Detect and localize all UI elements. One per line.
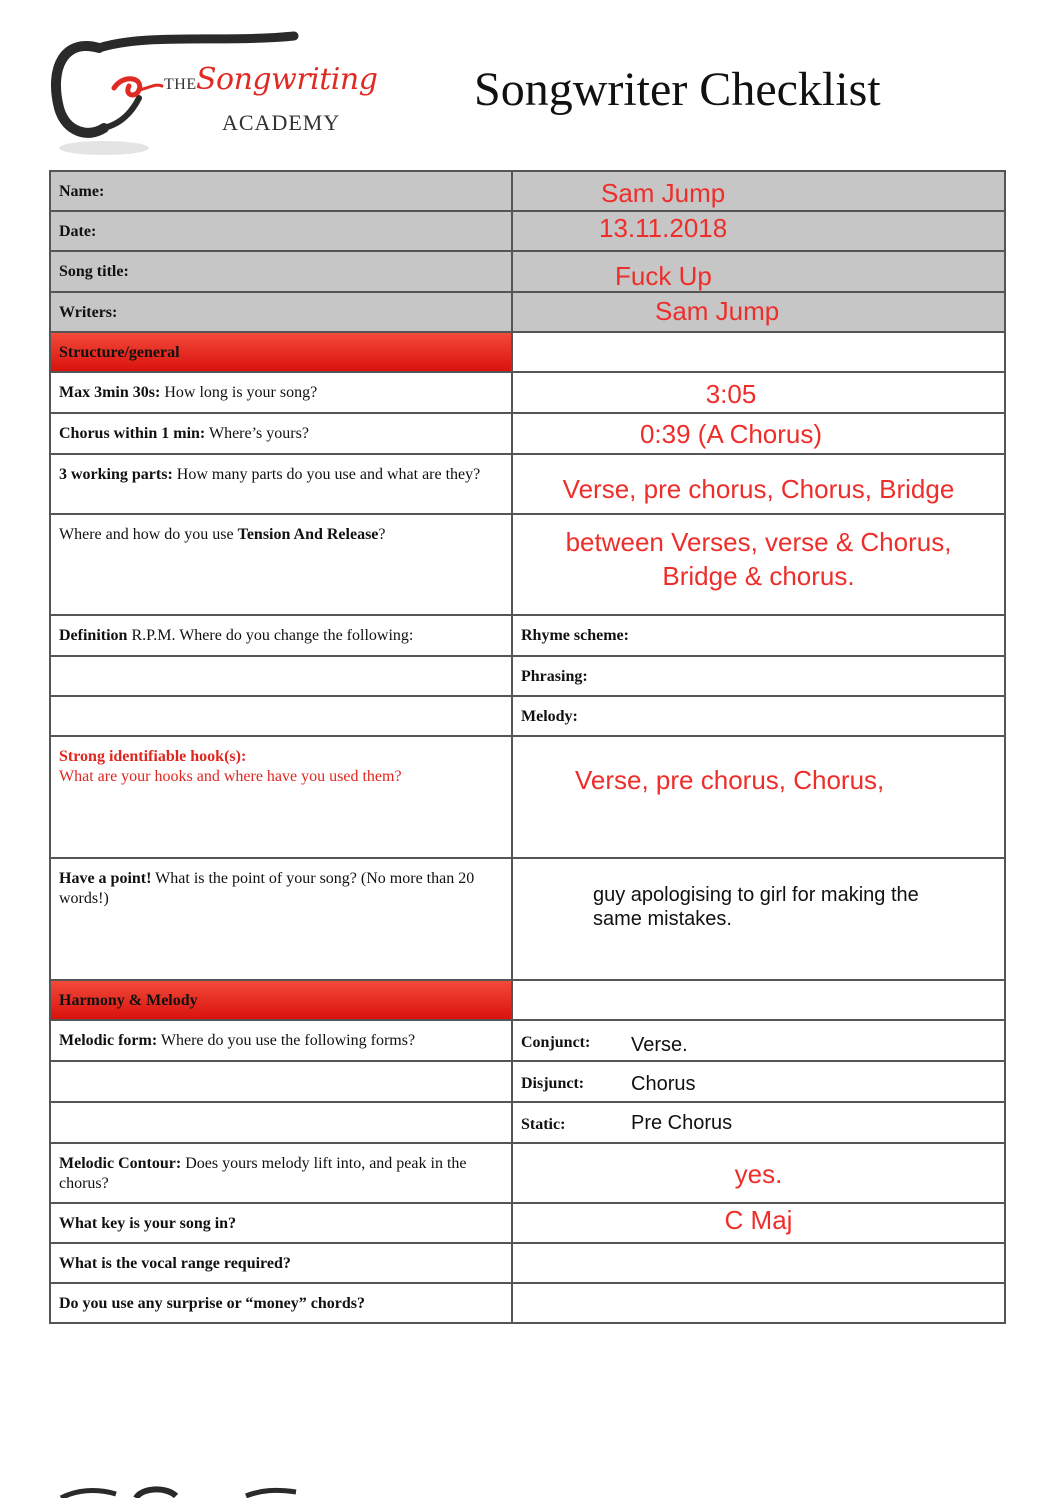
tension-field[interactable]	[512, 514, 1005, 615]
contour-row	[50, 1143, 1005, 1203]
static-row	[50, 1102, 1005, 1143]
phrasing-field[interactable]	[512, 656, 1005, 696]
name-row	[50, 171, 1005, 211]
structure-section-header	[50, 332, 1005, 372]
length-field[interactable]	[512, 372, 1005, 413]
date-field[interactable]	[512, 211, 1005, 251]
hook-field[interactable]	[512, 736, 1005, 858]
song-title-label: Song title:	[50, 251, 512, 292]
date-row	[50, 211, 1005, 251]
parts-value: Verse, pre chorus, Chorus, Bridge	[562, 474, 955, 504]
parts-question: 3 working parts: How many parts do you use and what are they?	[50, 454, 512, 514]
rhyme-scheme-field[interactable]	[512, 615, 1005, 656]
contour-question: Melodic Contour: Does yours melody lift into, and peak in the chorus?	[50, 1143, 512, 1203]
disjunct-value: Chorus	[631, 1073, 696, 1095]
writers-value: Sam Jump	[655, 296, 780, 326]
date-value: 13.11.2018	[599, 213, 728, 243]
chorus-time-value: 0:39 (A Chorus)	[639, 419, 823, 449]
logo-script: Songwriting	[196, 62, 378, 97]
contour-value: yes.	[734, 1159, 783, 1189]
point-question: Have a point! What is the point of your song? (No more than 20 words!)	[50, 858, 512, 980]
name-field[interactable]	[512, 171, 1005, 211]
money-chords-question: Do you use any surprise or “money” chords?	[50, 1283, 512, 1323]
writers-field[interactable]	[512, 292, 1005, 332]
name-label: Name:	[50, 171, 512, 211]
song-title-value: Fuck Up	[615, 261, 712, 291]
length-value: 3:05	[705, 379, 757, 409]
rpm-row	[50, 615, 1005, 656]
structure-heading: Structure/general	[50, 332, 512, 372]
melody-field[interactable]	[512, 696, 1005, 736]
melodic-form-question: Melodic form: Where do you use the following forms?	[50, 1020, 512, 1061]
hook-row	[50, 736, 1005, 858]
parts-row	[50, 454, 1005, 514]
song-title-row	[50, 251, 1005, 292]
static-value: Pre Chorus	[631, 1112, 733, 1134]
phrasing-label: Phrasing:	[521, 668, 588, 685]
phrasing-row	[50, 656, 1005, 696]
chorus-time-field[interactable]	[512, 413, 1005, 454]
point-row	[50, 858, 1005, 980]
logo-academy: ACADEMY	[222, 110, 341, 135]
chorus-time-row	[50, 413, 1005, 454]
contour-field[interactable]	[512, 1143, 1005, 1203]
footer-guitar-logo-icon	[56, 1484, 306, 1498]
vocal-range-field[interactable]	[512, 1243, 1005, 1283]
key-question: What key is your song in?	[50, 1203, 512, 1243]
vocal-range-question: What is the vocal range required?	[50, 1243, 512, 1283]
conjunct-value: Verse.	[631, 1034, 688, 1056]
tension-question: Where and how do you use Tension And Release?	[50, 514, 512, 615]
vocal-range-row	[50, 1243, 1005, 1283]
key-field[interactable]	[512, 1203, 1005, 1243]
conjunct-label: Conjunct:	[521, 1034, 591, 1051]
point-value: guy apologising to girl for making the same mistakes.	[593, 884, 919, 930]
academy-logo	[44, 28, 378, 158]
tension-value: between Verses, verse & Chorus, Bridge & chorus.	[565, 527, 952, 591]
writers-row	[50, 292, 1005, 332]
key-value: C Maj	[724, 1205, 793, 1235]
logo-the: THE	[164, 76, 197, 93]
length-row	[50, 372, 1005, 413]
disjunct-field[interactable]	[512, 1061, 1005, 1102]
hook-question: Strong identifiable hook(s): What are your hooks and where have you used them?	[50, 736, 512, 858]
point-field[interactable]	[512, 858, 1005, 980]
writers-label: Writers:	[50, 292, 512, 332]
melody-label: Melody:	[521, 708, 578, 725]
name-value: Sam Jump	[601, 178, 726, 208]
harmony-heading: Harmony & Melody	[50, 980, 512, 1020]
hook-value: Verse, pre chorus, Chorus,	[575, 765, 885, 795]
conjunct-field[interactable]	[512, 1020, 1005, 1061]
parts-field[interactable]	[512, 454, 1005, 514]
disjunct-row	[50, 1061, 1005, 1102]
disjunct-label: Disjunct:	[521, 1075, 585, 1092]
tension-row	[50, 514, 1005, 615]
chorus-time-question: Chorus within 1 min: Where’s yours?	[50, 413, 512, 454]
length-question: Max 3min 30s: How long is your song?	[50, 372, 512, 413]
static-field[interactable]	[512, 1102, 1005, 1143]
melody-row	[50, 696, 1005, 736]
harmony-section-header	[50, 980, 1005, 1020]
page-title: Songwriter Checklist	[474, 63, 881, 116]
footer-logo	[56, 1484, 306, 1498]
money-chords-field[interactable]	[512, 1283, 1005, 1323]
song-title-field[interactable]	[512, 251, 1005, 292]
key-row	[50, 1203, 1005, 1243]
date-label: Date:	[50, 211, 512, 251]
checklist-table	[49, 170, 1006, 1324]
rhyme-scheme-label: Rhyme scheme:	[521, 627, 629, 644]
melodic-form-row	[50, 1020, 1005, 1061]
static-label: Static:	[521, 1116, 566, 1133]
money-chords-row	[50, 1283, 1005, 1323]
rpm-question: Definition R.P.M. Where do you change the following:	[50, 615, 512, 656]
